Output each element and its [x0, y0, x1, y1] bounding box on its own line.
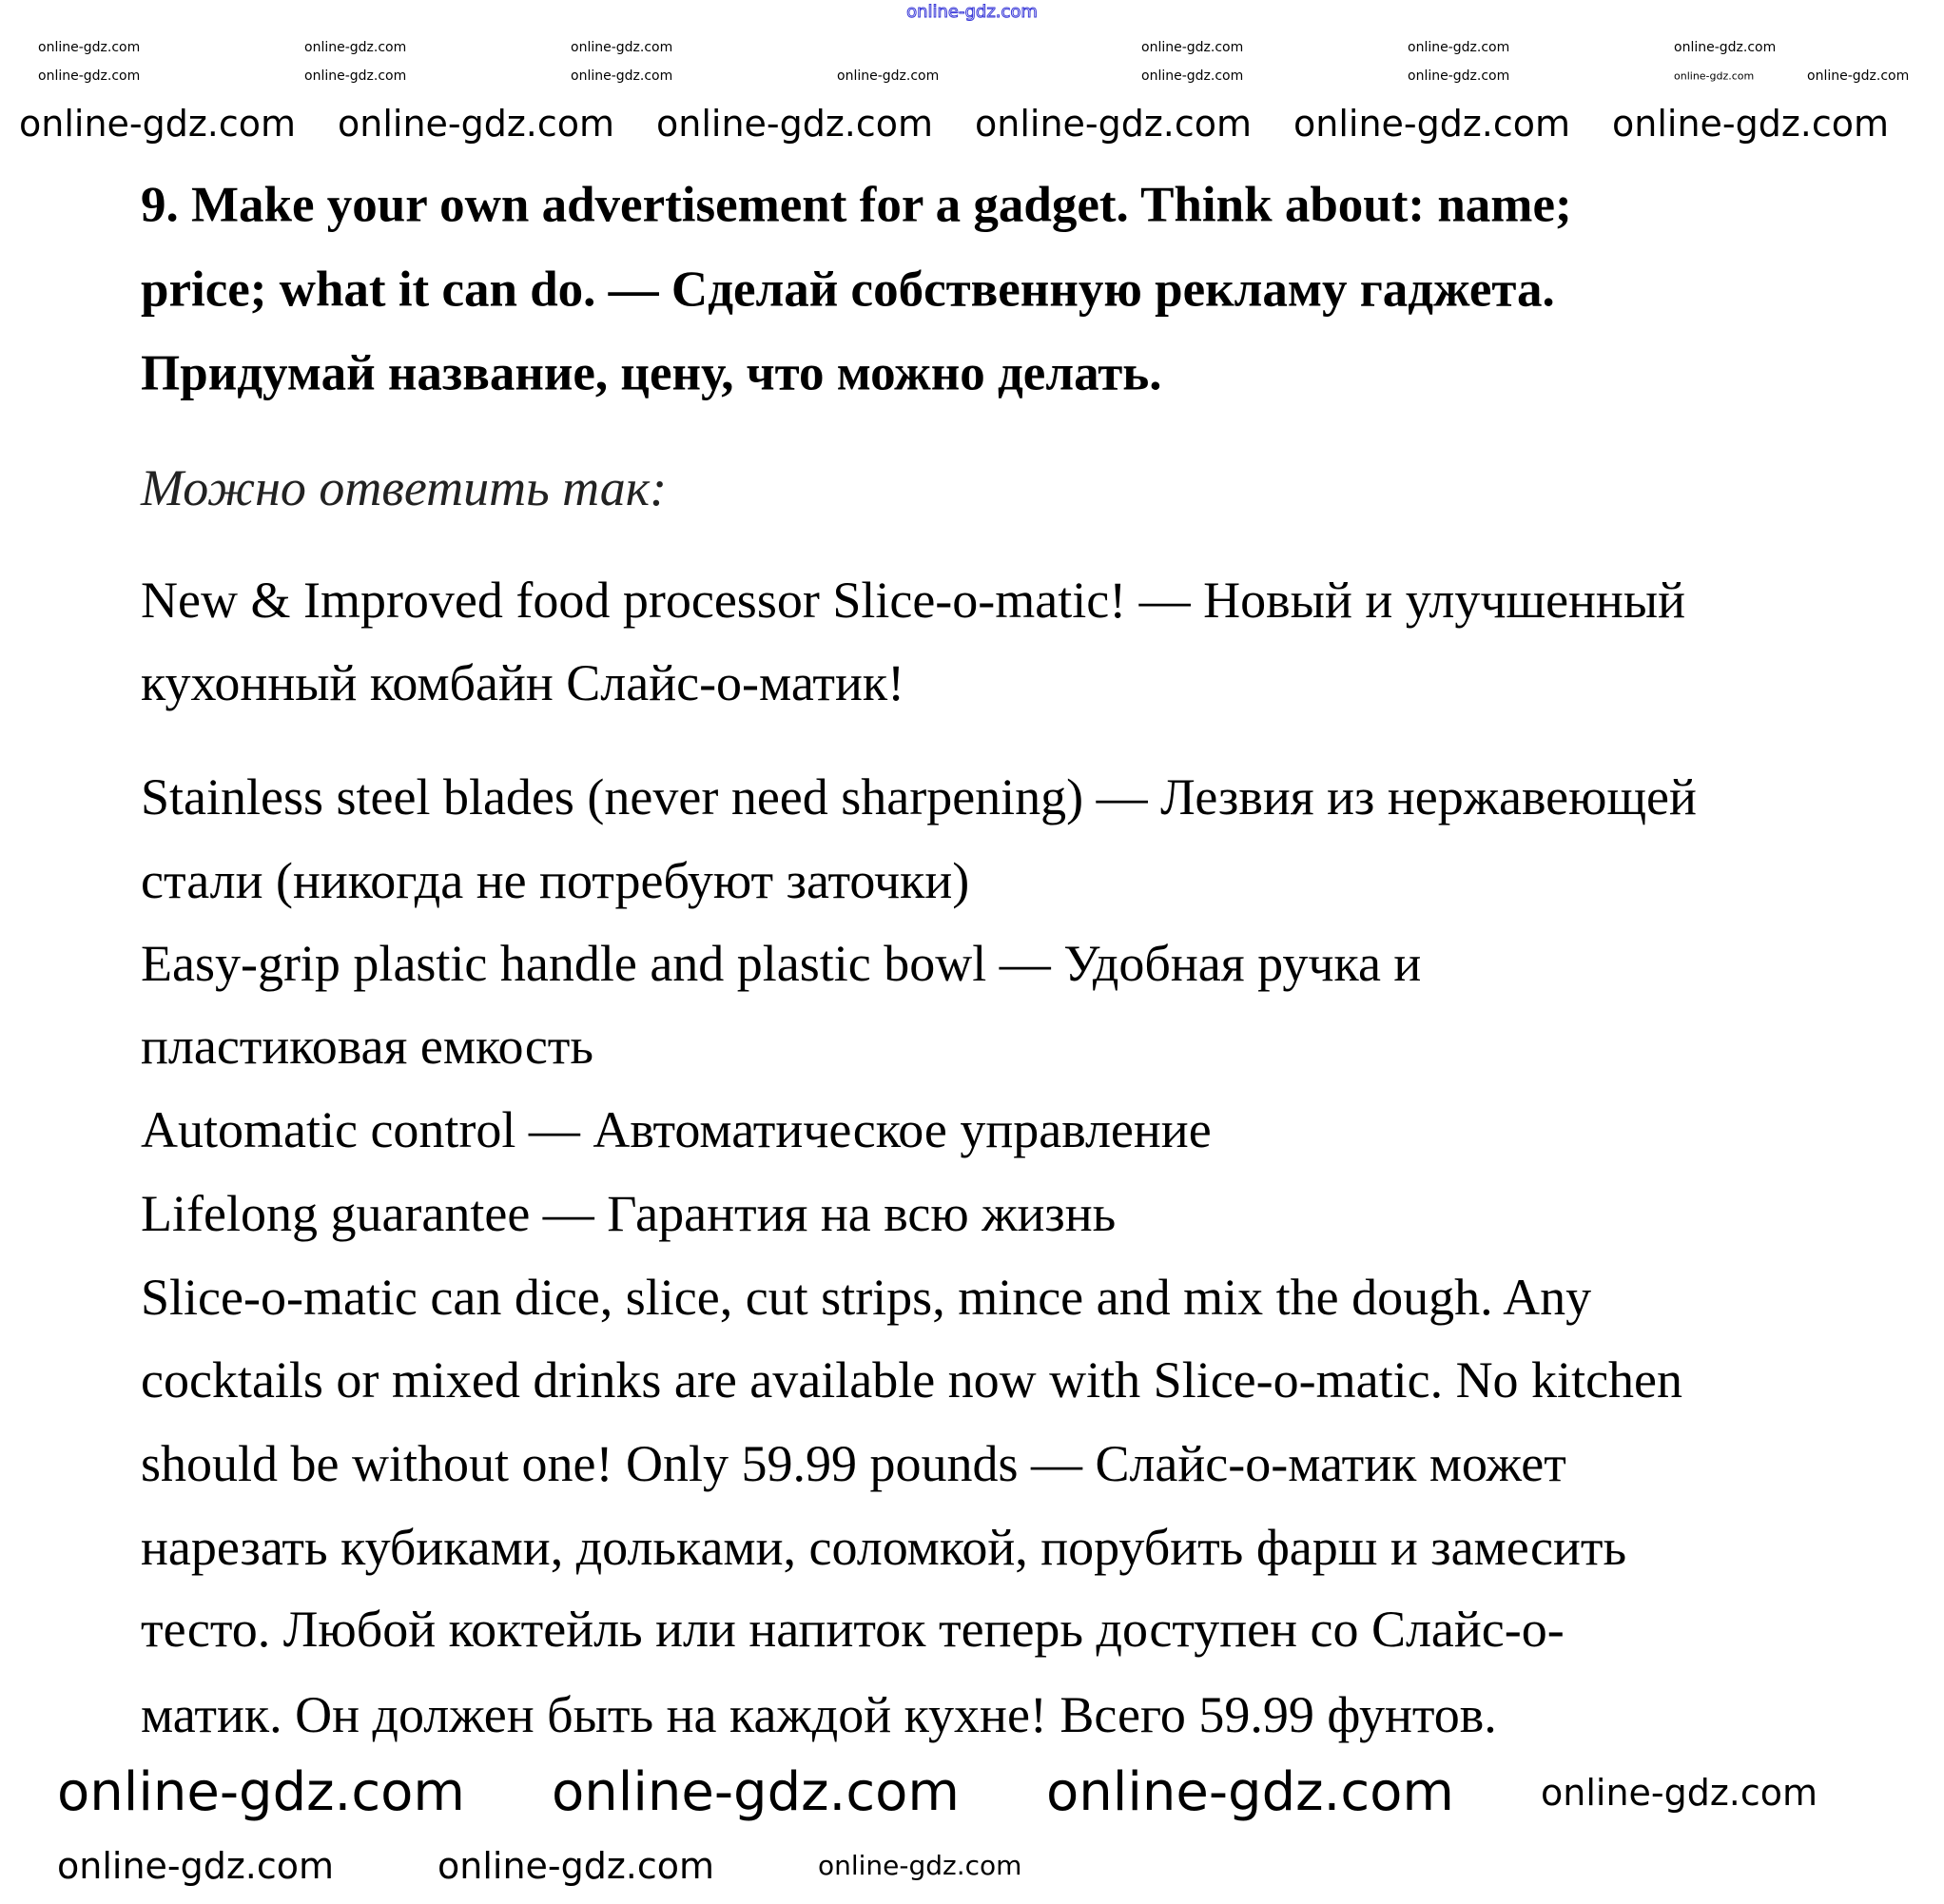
answer-line: нарезать кубиками, дольками, соломкой, порубить фарш и замесить	[141, 1519, 1627, 1576]
watermark: online-gdz.com	[1807, 68, 1910, 84]
answer-line: пластиковая емкость	[141, 1018, 594, 1075]
watermark: online-gdz.com	[571, 40, 673, 55]
watermark: online-gdz.com	[975, 103, 1253, 145]
answer-line: матик. Он должен быть на каждой кухне! Всего 59.99 фунтов.	[141, 1686, 1497, 1743]
header-watermark-link[interactable]: online-gdz.com	[906, 2, 1038, 22]
watermark: online-gdz.com	[1293, 103, 1571, 145]
watermark: online-gdz.com	[57, 1761, 465, 1823]
answer-line: Automatic control — Автоматическое управление	[141, 1101, 1212, 1158]
watermark: online-gdz.com	[818, 1850, 1022, 1881]
watermark: online-gdz.com	[1541, 1772, 1818, 1814]
watermark: online-gdz.com	[19, 103, 297, 145]
watermark: online-gdz.com	[1612, 103, 1890, 145]
task-title-line: price; what it can do. — Сделай собственную рекламу гаджета.	[141, 262, 1555, 318]
watermark: online-gdz.com	[1408, 40, 1510, 55]
watermark: online-gdz.com	[571, 68, 673, 84]
watermark: online-gdz.com	[338, 103, 615, 145]
answer-line: should be without one! Only 59.99 pounds — Слайс-о-матик может	[141, 1435, 1566, 1492]
watermark: online-gdz.com	[304, 40, 407, 55]
answer-line: Easy-grip plastic handle and plastic bowl — Удобная ручка и	[141, 935, 1422, 992]
watermark: online-gdz.com	[437, 1845, 715, 1887]
watermark: online-gdz.com	[38, 68, 141, 84]
watermark: online-gdz.com	[1674, 40, 1777, 55]
answer-line: Lifelong guarantee — Гарантия на всю жизнь	[141, 1185, 1117, 1242]
task-title-line: 9. Make your own advertisement for a gadget. Think about: name;	[141, 177, 1572, 233]
watermark: online-gdz.com	[656, 103, 934, 145]
watermark: online-gdz.com	[38, 40, 141, 55]
answer-line: Slice-o-matic can dice, slice, cut strips, mince and mix the dough. Any	[141, 1269, 1592, 1326]
answer-line: Stainless steel blades (never need sharpening) — Лезвия из нержавеющей	[141, 768, 1697, 826]
watermark: online-gdz.com	[304, 68, 407, 84]
answer-intro: Можно ответить так:	[141, 459, 668, 516]
task-title-line: Придумай название, цену, что можно делать.	[141, 345, 1162, 401]
watermark: online-gdz.com	[57, 1845, 335, 1887]
watermark: online-gdz.com	[1408, 68, 1510, 84]
watermark: online-gdz.com	[1046, 1761, 1454, 1823]
answer-line: New & Improved food processor Slice-o-matic! — Новый и улучшенный	[141, 572, 1686, 629]
watermark: online-gdz.com	[1141, 68, 1244, 84]
answer-line: cocktails or mixed drinks are available now with Slice-o-matic. No kitchen	[141, 1351, 1683, 1409]
watermark: online-gdz.com	[552, 1761, 960, 1823]
answer-line: кухонный комбайн Слайс-о-матик!	[141, 654, 905, 711]
answer-line: тесто. Любой коктейль или напиток теперь доступен со Слайс-о-	[141, 1601, 1565, 1658]
watermark: online-gdz.com	[837, 68, 940, 84]
answer-line: стали (никогда не потребуют заточки)	[141, 852, 970, 909]
watermark: online-gdz.com	[1674, 69, 1755, 83]
watermark: online-gdz.com	[1141, 40, 1244, 55]
